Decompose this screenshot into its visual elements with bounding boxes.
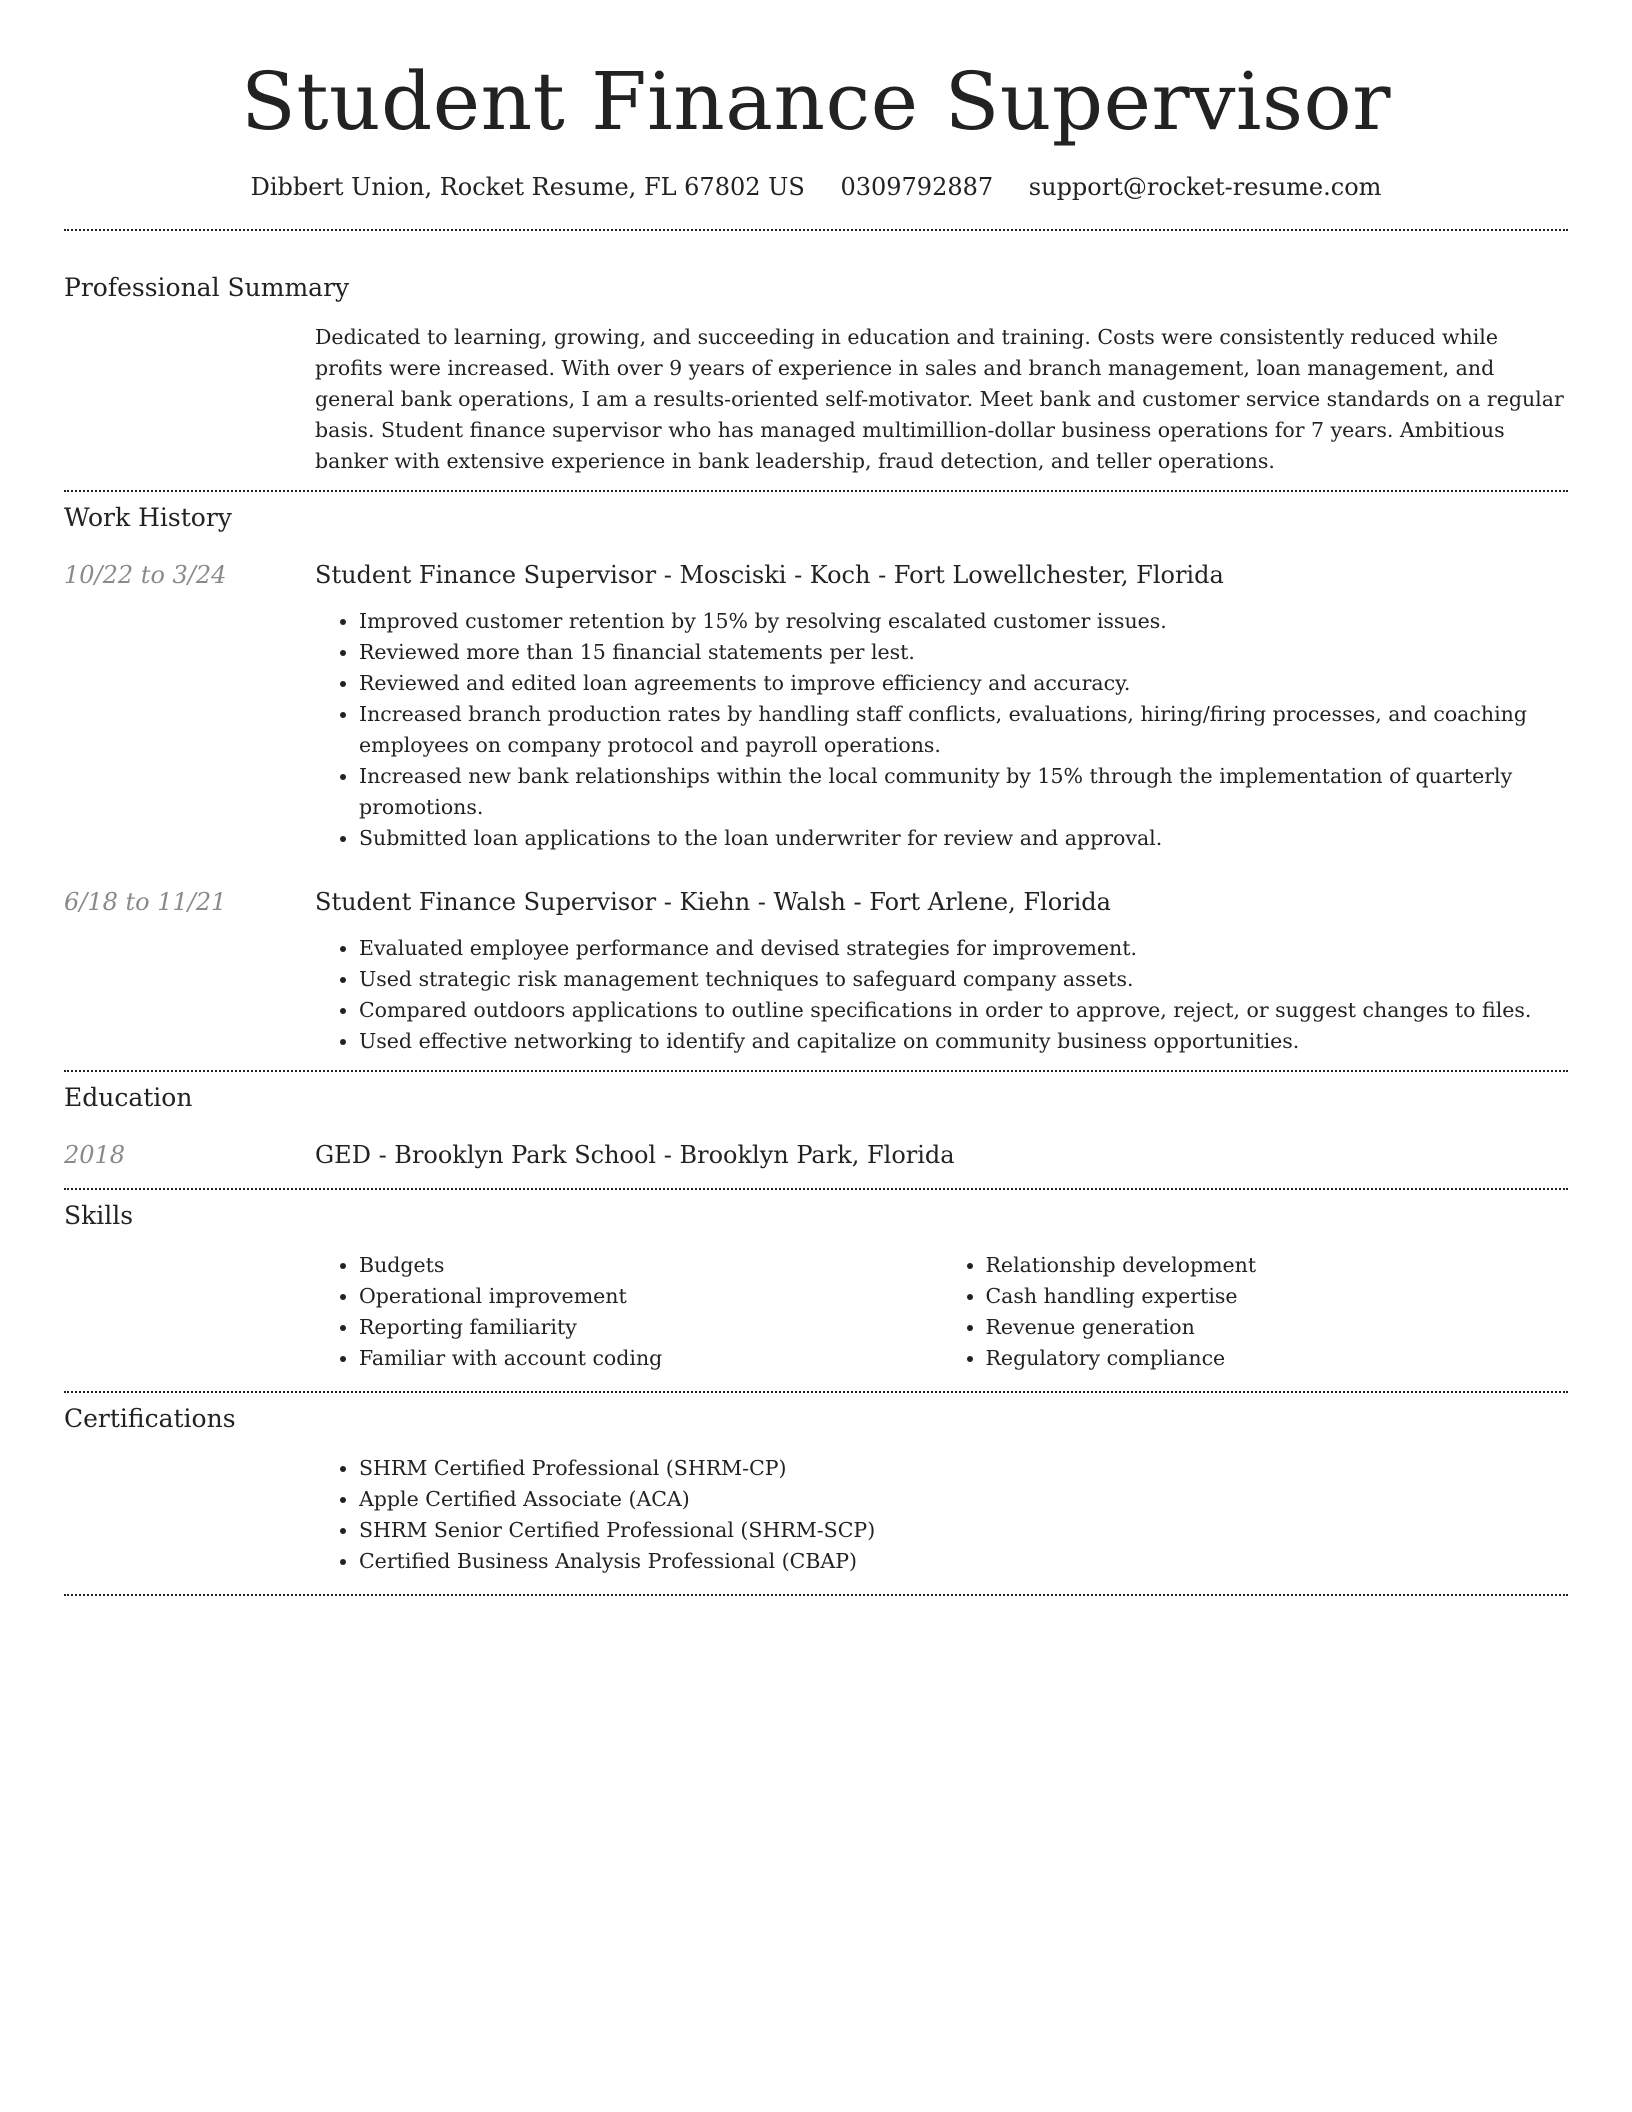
list-item: • Increased new bank relationships within the local community by 15% through the implementation of quarterly promotions. xyxy=(359,761,1612,823)
list-item: • Reviewed more than 15 financial statements per lest. xyxy=(359,637,1612,668)
job-title: Student Finance Supervisor - Mosciski - Koch - Fort Lowellchester, Florida xyxy=(315,561,1224,589)
list-item: • Increased branch production rates by handling staff conflicts, evaluations, hiring/firing processes, and coaching employees on company protocol and payroll operations. xyxy=(359,699,1612,761)
education-date: 2018 xyxy=(64,1141,126,1169)
skills-row xyxy=(64,1250,1568,1374)
list-item: • Regulatory compliance xyxy=(986,1343,1569,1374)
contact-phone: 0309792887 xyxy=(840,173,994,201)
list-item: • Operational improvement xyxy=(359,1281,942,1312)
contact-email: support@rocket-resume.com xyxy=(1028,173,1382,201)
list-item: • Reviewed and edited loan agreements to improve efficiency and accuracy. xyxy=(359,668,1612,699)
list-item: • Compared outdoors applications to outline specifications in order to approve, reject, or suggest changes to files. xyxy=(359,995,1612,1026)
section-title-education: Education xyxy=(64,1083,193,1112)
list-item: • Relationship development xyxy=(986,1250,1569,1281)
divider xyxy=(64,1188,1568,1190)
list-item: • SHRM Certified Professional (SHRM-CP) xyxy=(359,1453,1612,1484)
list-item: • Apple Certified Associate (ACA) xyxy=(359,1484,1612,1515)
list-item: • Certified Business Analysis Professional (CBAP) xyxy=(359,1546,1612,1577)
job-entry xyxy=(64,885,1568,919)
certifications-list xyxy=(315,1453,1612,1577)
job-bullets xyxy=(315,933,1612,1057)
list-item: • Budgets xyxy=(359,1250,942,1281)
job-title: Student Finance Supervisor - Kiehn - Walsh - Fort Arlene, Florida xyxy=(315,888,1111,916)
certifications-row xyxy=(64,1453,1568,1577)
divider xyxy=(64,229,1568,231)
list-item: • Submitted loan applications to the loan underwriter for review and approval. xyxy=(359,823,1612,854)
list-item: • Used strategic risk management techniques to safeguard company assets. xyxy=(359,964,1612,995)
education-title: GED - Brooklyn Park School - Brooklyn Park, Florida xyxy=(315,1141,955,1169)
divider xyxy=(64,1594,1568,1596)
list-item: • SHRM Senior Certified Professional (SHRM-SCP) xyxy=(359,1515,1612,1546)
summary-row xyxy=(64,322,1568,477)
list-item: • Used effective networking to identify and capitalize on community business opportunities. xyxy=(359,1026,1612,1057)
job-bullets xyxy=(315,606,1612,854)
list-item: • Cash handling expertise xyxy=(986,1281,1569,1312)
section-title-skills: Skills xyxy=(64,1201,134,1230)
section-title-certifications: Certifications xyxy=(64,1404,236,1433)
skills-grid xyxy=(315,1250,1568,1374)
resume-page xyxy=(64,0,1568,1596)
list-item: • Familiar with account coding xyxy=(359,1343,942,1374)
skills-list-right xyxy=(942,1250,1569,1374)
skills-list-left xyxy=(315,1250,942,1374)
divider xyxy=(64,1391,1568,1393)
job-entry xyxy=(64,558,1568,592)
job-dates: 6/18 to 11/21 xyxy=(64,888,227,916)
education-entry xyxy=(64,1138,1568,1172)
job-bullets-row xyxy=(64,933,1568,1057)
list-item: • Reporting familiarity xyxy=(359,1312,942,1343)
contact-address: Dibbert Union, Rocket Resume, FL 67802 US xyxy=(250,173,805,201)
section-title-work-history: Work History xyxy=(64,503,232,532)
contact-line xyxy=(64,170,1568,204)
list-item: • Revenue generation xyxy=(986,1312,1569,1343)
divider xyxy=(64,1070,1568,1072)
job-dates: 10/22 to 3/24 xyxy=(64,561,227,589)
list-item: • Evaluated employee performance and devised strategies for improvement. xyxy=(359,933,1612,964)
divider xyxy=(64,490,1568,492)
section-title-summary: Professional Summary xyxy=(64,273,350,302)
job-bullets-row xyxy=(64,606,1568,854)
resume-name: Student Finance Supervisor xyxy=(241,55,1391,148)
list-item: • Improved customer retention by 15% by resolving escalated customer issues. xyxy=(359,606,1612,637)
summary-text: Dedicated to learning, growing, and succeeding in education and training. Costs were consistently reduced while profits were increased. With over 9 years of experience in sales and branch management, loan management, and general bank operations, I am a results-oriented self-motivator. Meet bank and customer service standards on a regular basis. Student finance supervisor who has managed multimillion-dollar business operations for 7 years. Ambitious banker with extensive experience in bank leadership, fraud detection, and teller operations. xyxy=(315,325,1564,473)
